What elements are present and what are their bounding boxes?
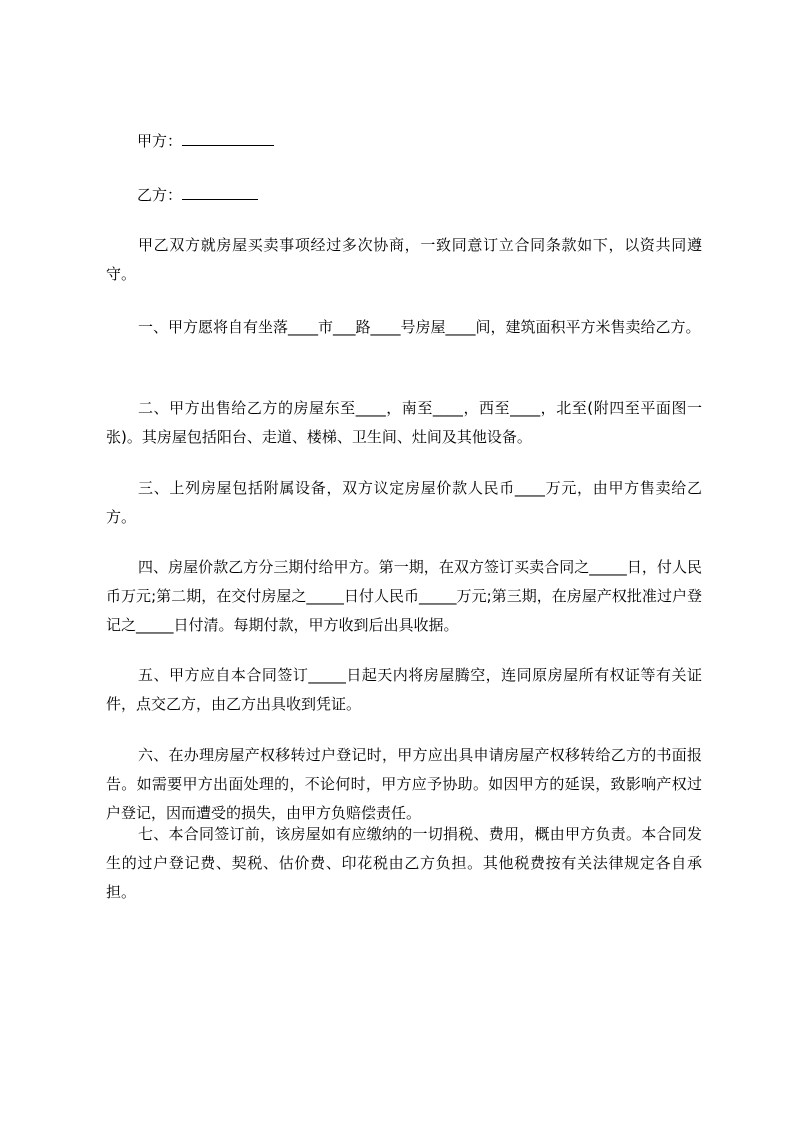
clause-4: 四、房屋价款乙方分三期付给甲方。第一期，在双方签订买卖合同之_____日，付人民币万元;第二期，在交付房屋之_____日付人民币_____万元;第三期，在房屋产权批准过户登记之_____日付清。每期付款，甲方收到后出具收据。 [106,558,702,634]
party-a-line [137,131,274,151]
clause-6: 六、在办理房屋产权移转过户登记时，甲方应出具申请房屋产权移转给乙方的书面报告。如需要甲方出面处理的，不论何时，甲方应予协助。如因甲方的延误，致影响产权过户登记，因而遭受的损失，由甲方负赔偿责任。 [106,746,702,822]
clause-5: 五、甲方应自本合同签订_____日起天内将房屋腾空，连同原房屋所有权证等有关证件，点交乙方，由乙方出具收到凭证。 [106,666,702,713]
clause-2: 二、甲方出售给乙方的房屋东至____，南至____，西至____，北至(附四至平面图一张)。其房屋包括阳台、走道、楼梯、卫生间、灶间及其他设备。 [106,399,702,446]
clause-7: 七、本合同签订前，该房屋如有应缴纳的一切捐税、费用，概由甲方负责。本合同发生的过户登记费、契税、估价费、印花税由乙方负担。其他税费按有关法律规定各自承担。 [106,825,702,901]
party-b-line [137,185,258,205]
clause-3: 三、上列房屋包括附属设备，双方议定房屋价款人民币____万元，由甲方售卖给乙方。 [106,479,702,526]
clause-1: 一、甲方愿将自有坐落____市___路____号房屋____间，建筑面积平方米售卖给乙方。 [138,318,701,336]
party-a-label: 甲方： [137,132,183,150]
party-b-label: 乙方： [137,186,183,204]
intro-paragraph: 甲乙双方就房屋买卖事项经过多次协商，一致同意订立合同条款如下，以资共同遵守。 [106,236,702,283]
party-a-blank [182,131,274,146]
party-b-blank [182,185,258,200]
